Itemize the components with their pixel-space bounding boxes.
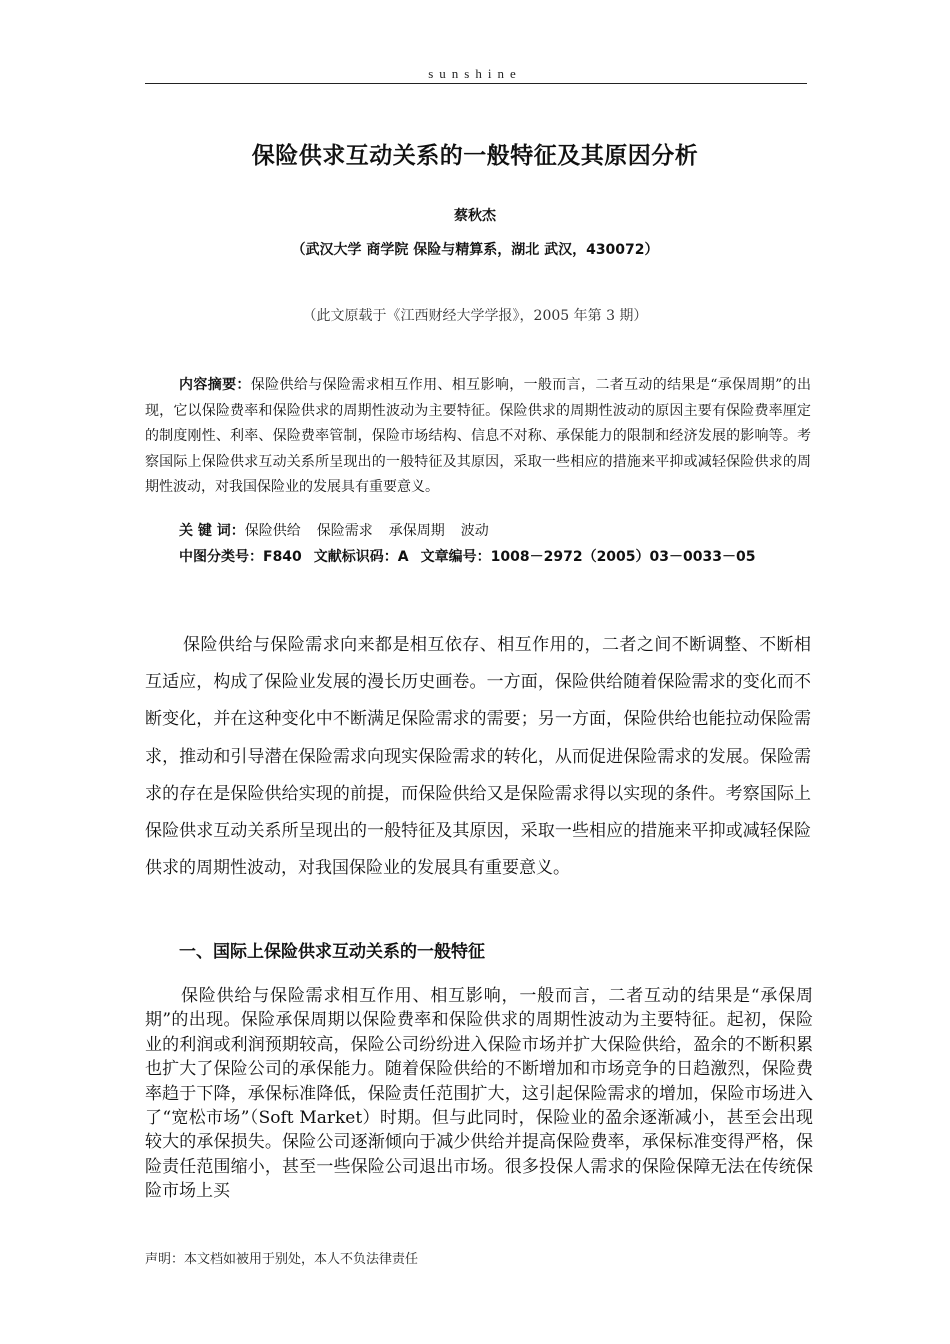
clc-number: 中图分类号：F840 (179, 549, 302, 565)
article-number: 文章编号：1008－2972（2005）03－0033－05 (420, 549, 756, 565)
abstract-label: 内容摘要： (179, 377, 251, 393)
keyword: 承保周期 (388, 523, 445, 539)
footer-disclaimer: 声明：本文档如被用于别处，本人不负法律责任 (145, 1252, 419, 1267)
section-heading: 一、国际上保险供求互动关系的一般特征 (179, 942, 485, 962)
abstract-text: 保险供给与保险需求相互作用、相互影响，一般而言，二者互动的结果是“承保周期”的出现，它以保险费率和保险供求的周期性波动为主要特征。保险供求的周期性波动的原因主要有保险费率厘定的制度刚性、利率、保险费率管制，保险市场结构、信息不对称、承保能力的限制和经济发展的影响等。考察国际上保险供求互动关系所呈现出的一般特征及其原因，采取一些相应的措施来平抑或减轻保险供求的周期性波动，对我国保险业的发展具有重要意义。 (145, 377, 812, 495)
header-divider (145, 83, 807, 84)
keywords (179, 520, 505, 540)
article-title: 保险供求互动关系的一般特征及其原因分析 (251, 143, 699, 169)
intro-paragraph: 保险供给与保险需求向来都是相互依存、相互作用的，二者之间不断调整、不断相互适应，构成了保险业发展的漫长历史画卷。一方面，保险供给随着保险需求的变化而不断变化，并在这种变化中不断满足保险需求的需要；另一方面，保险供给也能拉动保险需求，推动和引导潜在保险需求向现实保险需求的转化，从而促进保险需求的发展。保险需求的存在是保险供给实现的前提，而保险供给又是保险需求得以实现的条件。考察国际上保险供求互动关系所呈现出的一般特征及其原因，采取一些相应的措施来平抑或减轻保险供求的周期性波动，对我国保险业的发展具有重要意义。 (145, 635, 811, 879)
keywords-label: 关 键 词： (179, 523, 245, 539)
author-name: 蔡秋杰 (454, 208, 496, 224)
intro-section (145, 627, 811, 887)
abstract (145, 373, 811, 501)
classification-line (179, 546, 767, 566)
author-affiliation: （武汉大学 商学院 保险与精算系，湖北 武汉，430072） (291, 242, 659, 258)
keyword: 保险需求 (316, 523, 373, 539)
section-body (145, 984, 813, 1204)
keyword: 波动 (460, 523, 489, 539)
document-code: 文献标识码：A (313, 549, 409, 565)
page-header: sunshine (428, 66, 522, 81)
section-paragraph: 保险供给与保险需求相互作用、相互影响，一般而言，二者互动的结果是“承保周期”的出现。保险承保周期以保险费率和保险供求的周期性波动为主要特征。起初，保险业的利润或利润预期较高，保险公司纷纷进入保险市场并扩大保险供给，盈余的不断积累也扩大了保险公司的承保能力。随着保险供给的不断增加和市场竞争的日趋激烈，保险费率趋于下降，承保标准降低，保险责任范围扩大，这引起保险需求的增加，保险市场进入了“宽松市场”（Soft Market）时期。但与此同时，保险业的盈余逐渐减小，甚至会出现较大的承保损失。保险公司逐渐倾向于减少供给并提高保险费率，承保标准变得严格，保险责任范围缩小，甚至一些保险公司退出市场。很多投保人需求的保险保障无法在传统保险市场上买 (145, 986, 813, 1202)
publication-source: （此文原载于《江西财经大学学报》，2005 年第 3 期） (302, 308, 648, 324)
keyword: 保险供给 (244, 523, 301, 539)
